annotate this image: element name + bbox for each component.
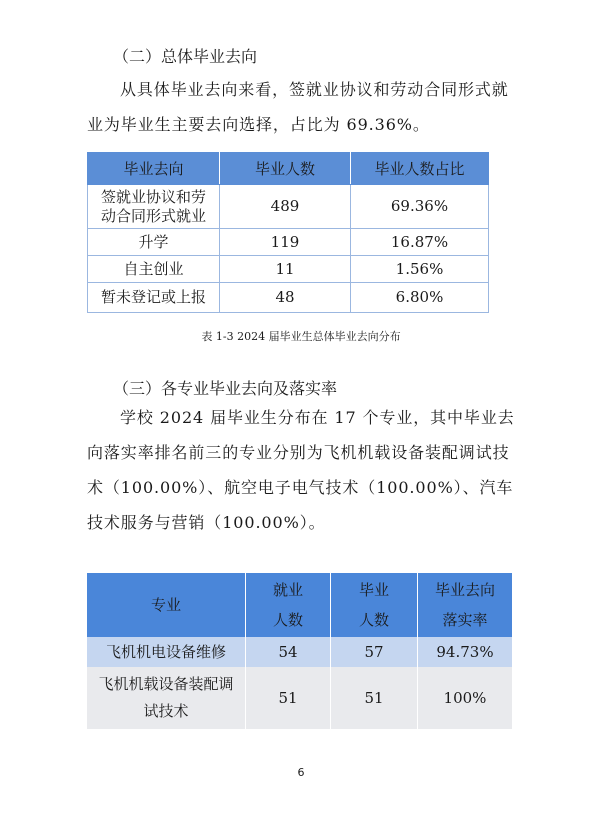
cell-destination: 签就业协议和劳动合同形式就业 [88,185,220,229]
paragraph-overall-destination: 从具体毕业去向来看，签就业协议和劳动合同形式就业为毕业生主要去向选择，占比为 69.36%。 [87,80,509,134]
cell-graduates: 51 [331,667,418,729]
table-header-row [88,153,489,185]
table-row [87,637,512,667]
header-major: 专业 [87,573,246,637]
table-overall-destination [87,152,489,313]
table-row [88,185,489,229]
cell-major: 飞机机载设备装配调试技术 [87,667,246,729]
cell-rate: 100% [418,667,513,729]
table-row [88,283,489,313]
cell-major: 飞机机电设备维修 [87,637,246,667]
table-header-row [87,573,512,637]
cell-destination: 升学 [88,229,220,256]
header-ratio: 毕业人数占比 [351,153,489,185]
cell-ratio: 16.87% [351,229,489,256]
table-row [88,229,489,256]
cell-ratio: 1.56% [351,256,489,283]
header-graduates: 毕业人数 [331,573,418,637]
cell-ratio: 69.36% [351,185,489,229]
header-destination: 毕业去向 [88,153,220,185]
cell-employed: 54 [246,637,331,667]
section-heading-overall-destination: （二）总体毕业去向 [113,47,258,66]
header-count: 毕业人数 [220,153,351,185]
header-rate: 毕业去向落实率 [418,573,513,637]
page-number: 6 [297,766,305,779]
cell-destination: 自主创业 [88,256,220,283]
cell-rate: 94.73% [418,637,513,667]
cell-destination: 暂未登记或上报 [88,283,220,313]
cell-employed: 51 [246,667,331,729]
cell-count: 119 [220,229,351,256]
cell-count: 489 [220,185,351,229]
cell-count: 11 [220,256,351,283]
cell-graduates: 57 [331,637,418,667]
cell-count: 48 [220,283,351,313]
table-row [88,256,489,283]
section-heading-major-destination: （三）各专业毕业去向及落实率 [113,379,338,398]
paragraph-major-destination: 学校 2024 届毕业生分布在 17 个专业，其中毕业去向落实率排名前三的专业分别为飞机机载设备装配调试技术（100.00%）、航空电子电气技术（100.00%）、汽车技术服务与营销（100.00%）。 [87,408,515,532]
table-major-destination [87,573,512,729]
header-employed: 就业人数 [246,573,331,637]
table-row [87,667,512,729]
cell-ratio: 6.80% [351,283,489,313]
table-caption: 表 1-3 2024 届毕业生总体毕业去向分布 [201,330,401,343]
